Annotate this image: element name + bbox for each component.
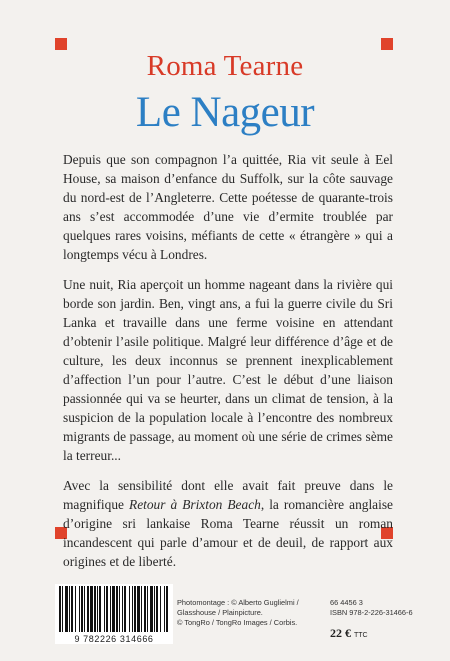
barcode-bar [132,586,133,632]
price [330,626,368,641]
barcode-bar [106,586,108,632]
barcode [55,584,173,634]
corner-mark-top-left [55,38,67,50]
barcode-bar [147,586,148,632]
product-code: 66 4456 3 [330,598,363,607]
blurb-paragraph-2: Une nuit, Ria aperçoit un homme nageant dans la rivière qui borde son jardin. Ben, vingt ans, a fui la guerre civile du Sri Lanka et travaille dans une ferme voisine en attendant d’obtenir l’asile politique. Malgré leur différence d’âge et de culture, les deux inconnus se prennent inexplicablement d’affection l’un pour l’autre. C’est le début d’une liaison passionnée qui va se heurter, dans un climat de tension, à la suspicion de la population locale à l’encontre des nombreux migrants de passage, au moment où une série de crimes sème la terreur... [63,276,393,464]
barcode-bar [110,586,111,632]
barcode-bar [62,586,63,632]
price-suffix: TTC [354,632,368,639]
barcode-bar [97,586,98,632]
barcode-bar [137,586,140,632]
barcode-bar [129,586,130,632]
barcode-bar [119,586,120,632]
barcode-bar [144,586,146,632]
photo-credits [177,598,322,628]
blurb-p3-start: Avec la sensibilité dont elle avait fait preuve dans le magnifique [63,477,393,512]
credits-line-3: © TongRo / TongRo Images / Corbis. [177,618,298,627]
barcode-bar [141,586,142,632]
barcode-bar [124,586,126,632]
barcode-bar [99,586,101,632]
credits-line-2: Glasshouse / Plainpicture. [177,608,263,617]
barcode-bar [69,586,70,632]
isbn-number: ISBN 978-2-226-31466-6 [330,608,413,617]
barcode-bar [94,586,96,632]
barcode-bar [122,586,123,632]
barcode-bar [150,586,153,632]
barcode-bar [87,586,89,632]
barcode-bar [116,586,118,632]
barcode-bar [75,586,76,632]
cited-book-title: Retour à Brixton Beach [129,496,261,512]
blurb-paragraph-3 [63,476,393,571]
barcode-bar [164,586,165,632]
barcode-bar [104,586,105,632]
blurb-paragraph-1: Depuis que son compagnon l’a quittée, Ria vit seule à Eel House, sa maison d’enfance du Suffolk, sur la côte sauvage du nord-est de l’Angleterre. Cette poétesse de quarante-trois ans s’est accommodée d’une vie d’ermite troublée par quelques rares voisins, méfiants de cette « étrangère » qui a longtemps vécu à Londres. [63,152,393,263]
barcode-bar [59,586,61,632]
author-name: Roma Tearne [146,50,304,82]
blurb-p3-end: , la romancière anglaise d’origine sri lankaise Roma Tearne réussit un roman incandescent qui parle d’amour et de deuil, de rapport aux origines et de liberté. [63,496,393,569]
barcode-bar [160,586,161,632]
barcode-digits: 9 782226 314666 [55,634,173,644]
barcode-bar [154,586,155,632]
barcode-bars [55,584,173,634]
barcode-bar [90,586,93,632]
blurb [63,150,393,581]
barcode-bar [166,586,168,632]
credits-line-1: Photomontage : © Alberto Guglielmi / [177,598,299,607]
corner-mark-top-right [381,38,393,50]
barcode-bar [134,586,136,632]
barcode-bar [84,586,85,632]
barcode-bar [71,586,73,632]
book-title: Le Nageur [135,89,315,136]
barcode-bar [79,586,80,632]
barcode-bar [156,586,158,632]
barcode-bar [112,586,115,632]
barcode-bar [81,586,83,632]
price-value: 22 € [330,626,351,640]
barcode-bar [65,586,68,632]
isbn-block [330,598,440,618]
